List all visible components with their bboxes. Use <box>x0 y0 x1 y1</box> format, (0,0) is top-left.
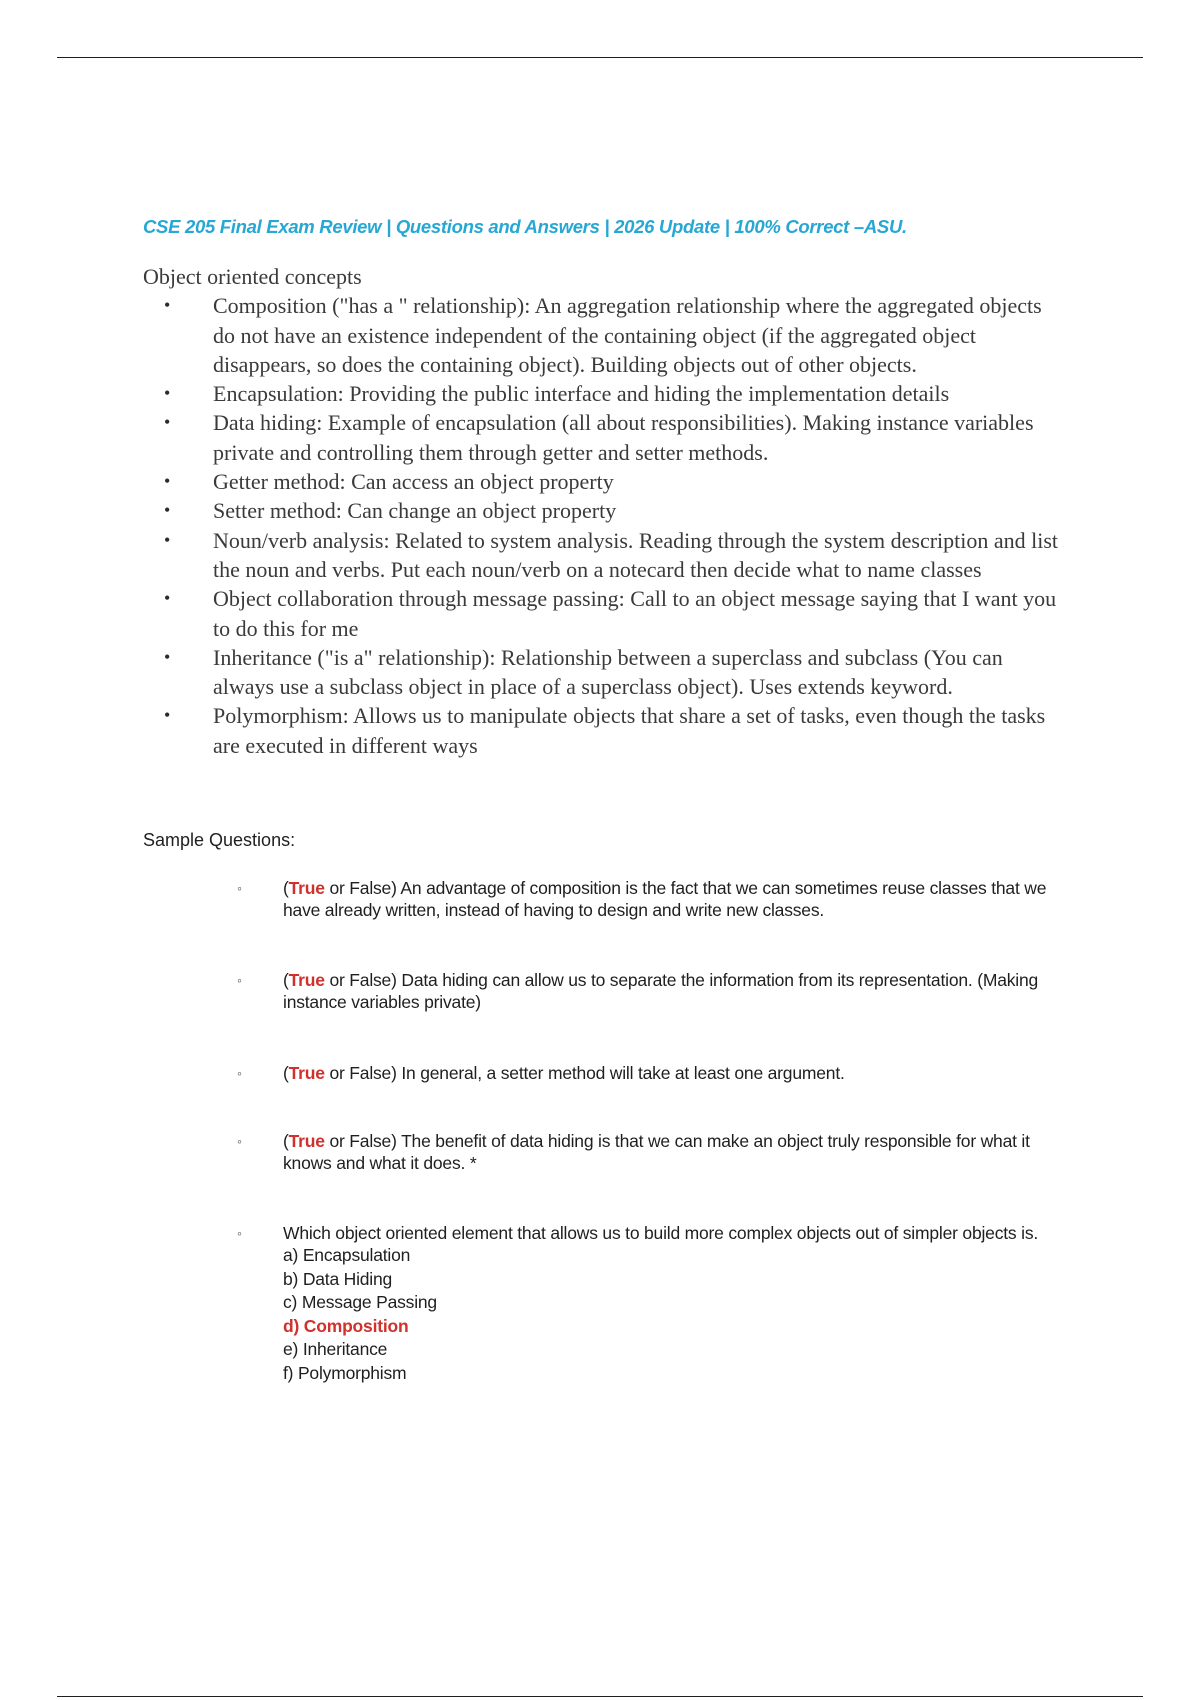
answer-true: True <box>288 1131 325 1151</box>
bullet-icon: • <box>164 412 171 433</box>
bullet-icon: • <box>164 588 171 609</box>
bullet-icon: • <box>164 705 171 726</box>
concept-item-composition: • Composition ("has a " relationship): An aggregation relationship where the aggregated objects do not have an existence independent of the containing object (if the aggregated object disappears, so does the containing object). Building objects out of other objects. <box>164 293 1042 377</box>
concept-item-getter: • Getter method: Can access an object property <box>143 467 1063 496</box>
answer-true: True <box>288 970 325 990</box>
concept-item-message-passing: • Object collaboration through message passing: Call to an object message saying that I want you to do this for me <box>164 586 1057 641</box>
answer-true: True <box>288 878 325 898</box>
mc-option-correct: d) Composition <box>283 1315 409 1336</box>
mc-option: e) Inheritance <box>283 1339 388 1359</box>
answer-true: True <box>288 1063 325 1083</box>
footer-rule <box>57 1696 1143 1697</box>
header-rule <box>57 57 1143 58</box>
circle-bullet-icon: ◦ <box>237 1065 242 1081</box>
sample-questions-heading: Sample Questions: <box>143 830 296 850</box>
concept-item-polymorphism: • Polymorphism: Allows us to manipulate objects that share a set of tasks, even though the tasks are executed in different ways <box>164 703 1046 758</box>
circle-bullet-icon: ◦ <box>237 1225 242 1241</box>
question-item: ◦ (True or False) An advantage of composition is the fact that we can sometimes reuse classes that we have already written, instead of having to design and write new classes. <box>237 878 1047 920</box>
bullet-icon: • <box>164 383 171 404</box>
mc-option: a) Encapsulation <box>283 1245 411 1265</box>
mc-option: c) Message Passing <box>283 1292 437 1312</box>
circle-bullet-icon: ◦ <box>237 880 242 896</box>
circle-bullet-icon: ◦ <box>237 1133 242 1149</box>
multiple-choice-question <box>237 1222 1057 1385</box>
bullet-icon: • <box>164 529 171 550</box>
concept-item-encapsulation: • Encapsulation: Providing the public interface and hiding the implementation details <box>143 379 1063 408</box>
question-item: ◦ (True or False) Data hiding can allow us to separate the information from its representation. (Making instance variables private) <box>237 970 1039 1012</box>
concept-item-inheritance: • Inheritance ("is a" relationship): Relationship between a superclass and subclass (You can always use a subclass object in place of a superclass object). Uses extends keyword. <box>164 644 1003 700</box>
bullet-icon: • <box>164 295 171 316</box>
bullet-icon: • <box>164 646 171 667</box>
concepts-heading: Object oriented concepts <box>143 264 362 289</box>
concept-item-data-hiding: • Data hiding: Example of encapsulation (all about responsibilities). Making instance variables private and controlling them through getter and setter methods. <box>164 410 1034 465</box>
bullet-icon: • <box>164 500 171 521</box>
mc-option: b) Data Hiding <box>283 1268 393 1289</box>
concept-item-setter: • Setter method: Can change an object property <box>143 496 1063 525</box>
question-item: ◦ (True or False) The benefit of data hiding is that we can make an object truly responsible for what it knows and what it does. * <box>237 1131 1030 1173</box>
concepts-section <box>143 262 1063 760</box>
concepts-list <box>143 291 1063 760</box>
circle-bullet-icon: ◦ <box>237 972 242 988</box>
bullet-icon: • <box>164 471 171 492</box>
mc-question-text: Which object oriented element that allows us to build more complex objects out of simpler objects is. <box>283 1223 1039 1243</box>
mc-option: f) Polymorphism <box>283 1362 407 1383</box>
concept-item-noun-verb: • Noun/verb analysis: Related to system analysis. Reading through the system description and list the noun and verbs. Put each noun/verb on a notecard then decide what to name classes <box>164 527 1059 582</box>
document-title: CSE 205 Final Exam Review | Questions and Answers | 2026 Update | 100% Correct –ASU. <box>143 216 907 237</box>
question-item: ◦ (True or False) In general, a setter method will take at least one argument. <box>237 1063 845 1083</box>
